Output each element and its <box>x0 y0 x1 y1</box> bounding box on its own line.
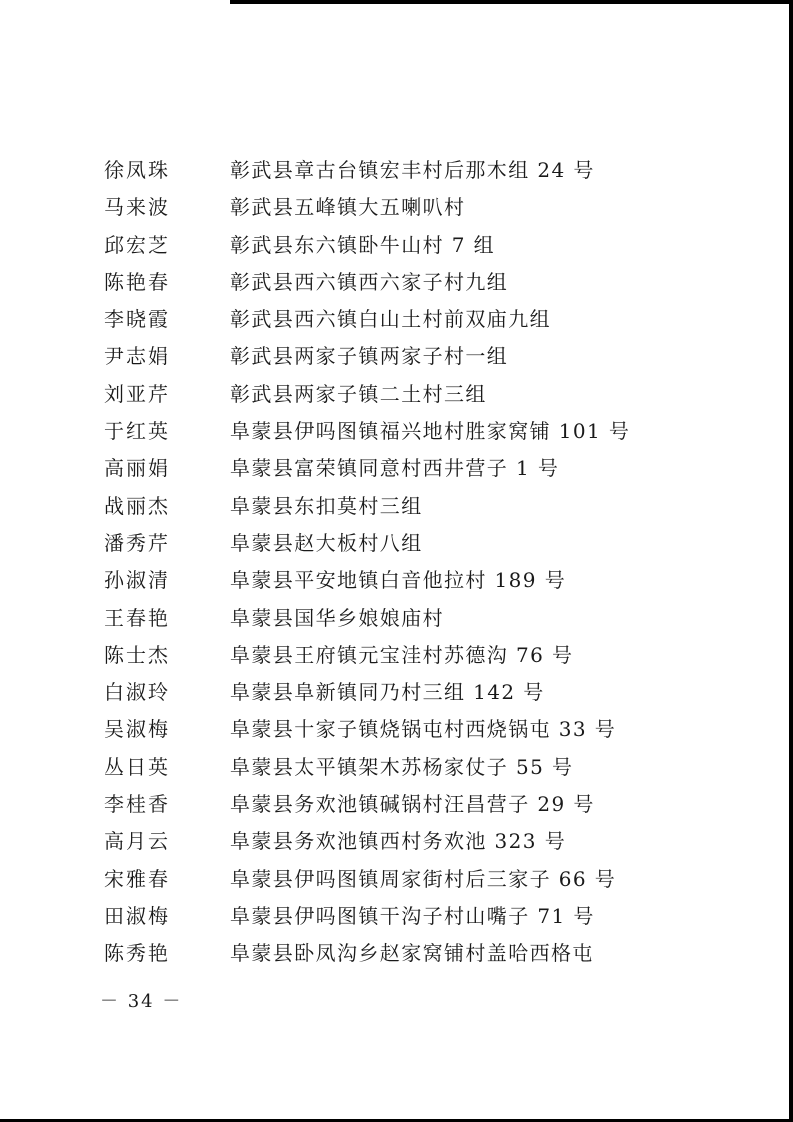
person-name: 孙淑清 <box>104 568 170 593</box>
list-item <box>0 711 793 748</box>
person-address: 阜蒙县伊吗图镇干沟子村山嘴子 71 号 <box>230 903 595 928</box>
list-item <box>0 786 793 823</box>
person-name: 马来波 <box>104 195 170 220</box>
list-item <box>0 898 793 935</box>
person-address: 阜蒙县阜新镇同乃村三组 142 号 <box>230 680 545 705</box>
list-item <box>0 562 793 599</box>
person-address: 阜蒙县东扣莫村三组 <box>230 493 423 518</box>
person-name: 陈士杰 <box>104 642 170 667</box>
person-name: 陈艳春 <box>104 269 170 294</box>
person-address: 阜蒙县卧凤沟乡赵家窝铺村盖哈西格屯 <box>230 941 594 966</box>
list-item <box>0 488 793 525</box>
person-name: 王春艳 <box>104 605 170 630</box>
list-item <box>0 152 793 189</box>
page-number: － 34 － <box>100 991 183 1012</box>
person-address: 彰武县西六镇白山土村前双庙九组 <box>230 307 551 332</box>
list-item <box>0 301 793 338</box>
person-address: 阜蒙县富荣镇同意村西井营子 1 号 <box>230 456 560 481</box>
list-item <box>0 600 793 637</box>
person-address: 阜蒙县务欢池镇西村务欢池 323 号 <box>230 829 567 854</box>
list-item <box>0 413 793 450</box>
person-name: 徐凤珠 <box>104 158 170 182</box>
person-name: 田淑梅 <box>104 903 170 928</box>
list-item <box>0 861 793 898</box>
person-name: 尹志娟 <box>104 344 170 369</box>
list-item <box>0 227 793 264</box>
person-name: 潘秀芹 <box>104 530 170 555</box>
list-item <box>0 264 793 301</box>
person-address: 彰武县章古台镇宏丰村后那木组 24 号 <box>230 158 595 182</box>
list-item <box>0 674 793 711</box>
person-address: 阜蒙县十家子镇烧锅屯村西烧锅屯 33 号 <box>230 717 617 742</box>
person-address: 彰武县两家子镇二土村三组 <box>230 381 487 406</box>
person-name: 刘亚芹 <box>104 381 170 406</box>
person-address: 阜蒙县国华乡娘娘庙村 <box>230 605 444 630</box>
person-address: 彰武县五峰镇大五喇叭村 <box>230 195 466 220</box>
person-name: 战丽杰 <box>104 493 170 518</box>
list-item <box>0 338 793 375</box>
person-address: 阜蒙县平安地镇白音他拉村 189 号 <box>230 568 567 593</box>
person-address: 阜蒙县赵大板村八组 <box>230 530 423 555</box>
person-address: 阜蒙县务欢池镇碱锅村汪昌营子 29 号 <box>230 792 595 817</box>
person-address: 阜蒙县太平镇架木苏杨家仗子 55 号 <box>230 754 574 779</box>
list-item <box>0 935 793 972</box>
list-item <box>0 450 793 487</box>
person-address: 阜蒙县王府镇元宝洼村苏德沟 76 号 <box>230 642 574 667</box>
list-item <box>0 823 793 860</box>
person-name: 陈秀艳 <box>104 941 170 966</box>
person-name: 白淑玲 <box>104 680 170 705</box>
person-name: 邱宏芝 <box>104 232 170 257</box>
list-item <box>0 525 793 562</box>
list-item <box>0 637 793 674</box>
person-name: 李桂香 <box>104 792 170 817</box>
scan-edge-top <box>230 0 793 4</box>
person-name: 高月云 <box>104 829 170 854</box>
name-address-list <box>0 152 793 973</box>
person-name: 宋雅春 <box>104 866 170 891</box>
person-address: 彰武县两家子镇两家子村一组 <box>230 344 509 369</box>
person-name: 李晓霞 <box>104 307 170 332</box>
person-name: 吴淑梅 <box>104 717 170 742</box>
person-address: 阜蒙县伊吗图镇周家街村后三家子 66 号 <box>230 866 617 891</box>
list-item <box>0 749 793 786</box>
person-address: 阜蒙县伊吗图镇福兴地村胜家窝铺 101 号 <box>230 419 631 444</box>
person-name: 于红英 <box>104 419 170 444</box>
person-name: 丛日英 <box>104 754 170 779</box>
person-name: 高丽娟 <box>104 456 170 481</box>
person-address: 彰武县西六镇西六家子村九组 <box>230 269 509 294</box>
list-item <box>0 189 793 226</box>
list-item <box>0 376 793 413</box>
person-address: 彰武县东六镇卧牛山村 7 组 <box>230 232 496 257</box>
